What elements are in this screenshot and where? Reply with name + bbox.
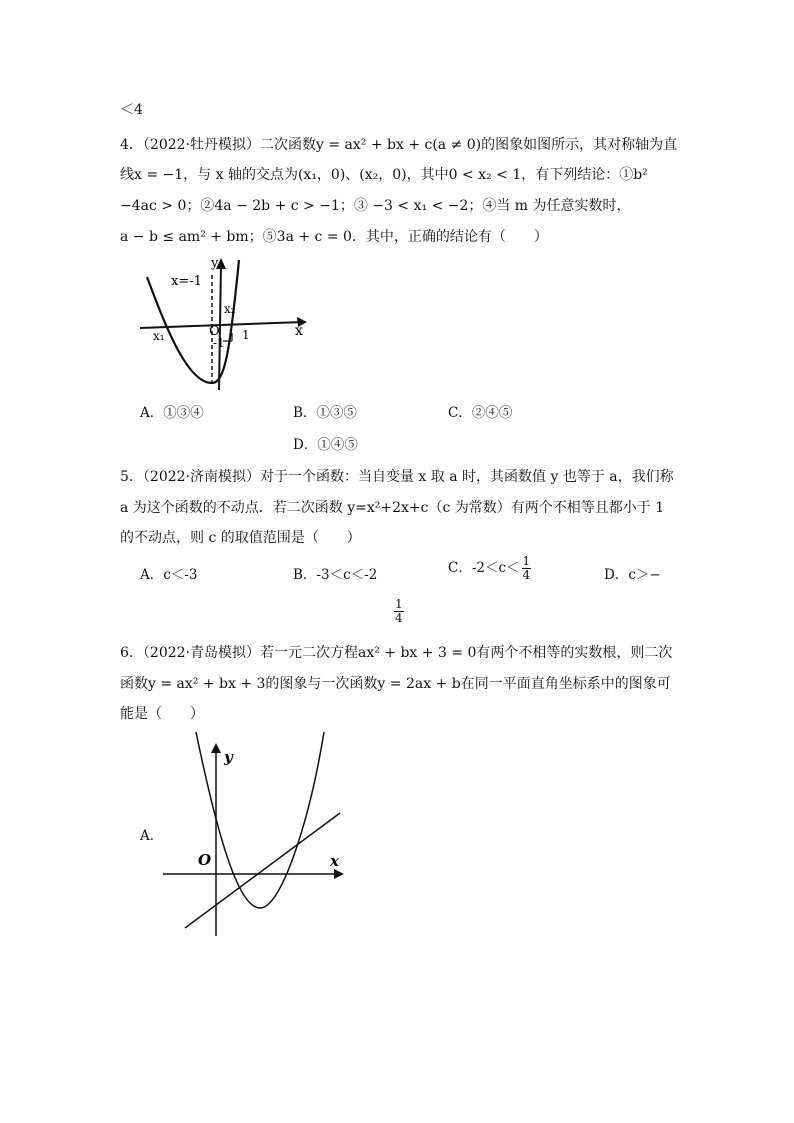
q4-option-a[interactable]: A．①③④	[140, 405, 204, 421]
q6-line-3: 能是（ ）	[120, 706, 204, 722]
q4-x1-label: x₁	[153, 329, 165, 343]
q4-one-label: 1	[242, 328, 250, 342]
q6-origin-label: O	[198, 851, 212, 869]
q4-option-b[interactable]: B．①③⑤	[293, 405, 357, 421]
q6-line	[185, 813, 340, 928]
q6-parabola	[196, 732, 324, 908]
q4-line-4: a − b ≤ am² + bm；⑤3a + c = 0．其中，正确的结论有（ ）	[120, 229, 548, 245]
q5-option-d-text: D．c＞−	[604, 567, 661, 583]
q5-line-1: 5．（2022·济南模拟）对于一个函数：当自变量 x 取 a 时，其函数值 y 也等于 a，我们称	[120, 469, 674, 485]
q6-x-label: x	[330, 852, 339, 870]
q4-y-label: y	[211, 256, 219, 271]
q4-line-3: −4ac > 0；②4a − 2b + c > −1；③ −3 < x₁ < −2；④当 m 为任意实数时，	[120, 198, 631, 214]
q5-option-c[interactable]	[448, 555, 531, 582]
q6-y-label: y	[224, 748, 233, 766]
q6-y-arrow	[211, 743, 221, 753]
q4-line-1: 4．（2022·牡丹模拟）二次函数y = ax² + bx + c(a ≠ 0)的图象如图所示，其对称轴为直	[120, 137, 678, 153]
q6-line-2: 函数y = ax² + bx + 3的图象与一次函数y = 2ax + b在同一平面直角坐标系中的图象可	[120, 676, 671, 692]
q4-option-d[interactable]: D．①④⑤	[293, 437, 358, 453]
q6-option-a-graph	[160, 728, 350, 940]
top-fragment: ＜4	[120, 102, 143, 118]
q5-option-a[interactable]: A．c＜-3	[140, 567, 198, 583]
q5-option-d[interactable]	[604, 565, 661, 585]
q5-option-c-text: C．-2＜c＜	[448, 560, 520, 576]
q6-option-a-label[interactable]: A．	[140, 828, 164, 844]
q4-parabola-figure	[135, 255, 315, 395]
q5-option-b[interactable]: B．-3＜c＜-2	[293, 567, 378, 583]
q4-x-label: x	[295, 323, 303, 339]
q4-neg-one-label: -1	[213, 336, 225, 350]
q6-x-arrow	[334, 869, 344, 879]
q6-line-1: 6．（2022·青岛模拟）若一元二次方程ax² + bx + 3 = 0有两个不相等的实数根，则二次	[120, 645, 673, 661]
q4-axis-label: x=-1	[171, 274, 202, 289]
q5-line-2: a 为这个函数的不动点．若二次函数 y=x²+2x+c（c 为常数）有两个不相等且都小于 1	[120, 500, 665, 516]
q5-option-c-fraction: $\frac{1}{4}$	[522, 554, 531, 582]
q4-x2-label: x₂	[224, 302, 236, 316]
q4-origin-label: O	[209, 324, 220, 339]
q5-option-d-fraction: $\frac{1}{4}$	[395, 597, 403, 625]
q4-option-c[interactable]: C．②④⑤	[448, 405, 513, 421]
q5-line-3: 的不动点，则 c 的取值范围是（ ）	[120, 530, 361, 546]
q4-line-2: 线x = −1，与 x 轴的交点为(x₁，0)、(x₂，0)，其中0 < x₂ < 1，有下列结论：①b²	[120, 167, 648, 183]
